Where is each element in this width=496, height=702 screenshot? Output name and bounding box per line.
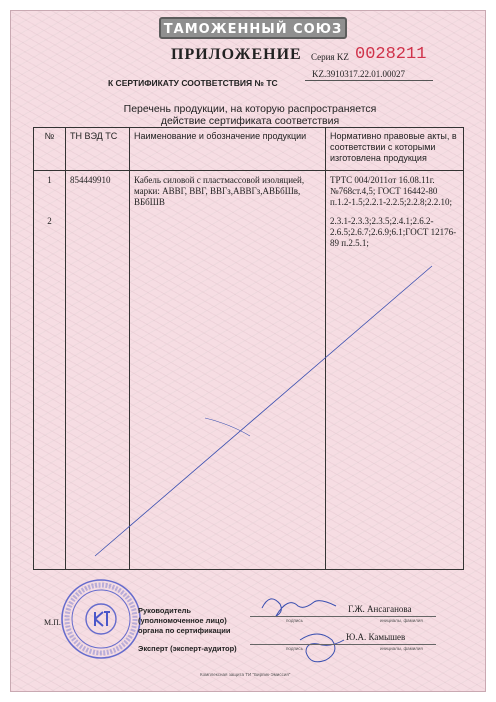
row-norm: ТРТС 004/2011от 16.08.11г.№768ст.4,5; ГОСТ 16442-80 п.1.2-1.5;2.2.1-2.2.5;2.2.8;2.2.10;	[326, 171, 464, 211]
series-label: Серия KZ	[311, 52, 349, 62]
head-of-certification-body-label: Руководитель (уполномоченное лицо) органа по сертификации	[138, 606, 231, 635]
appendix-to-label: К СЕРТИФИКАТУ СООТВЕТСТВИЯ № ТС	[108, 78, 278, 88]
row-norm: 2.3.1-2.3.3;2.3.5;2.4.1;2.6.2-2.6.5;2.6.7;2.6.9;6.1;ГОСТ 12176-89 п.2.5.1;	[326, 210, 464, 251]
stamp-place-label: М.П.	[44, 618, 61, 627]
expert-name-line	[336, 644, 436, 645]
column-header-name: Наименование и обозначение продукции	[130, 128, 326, 171]
series-number: 0028211	[355, 45, 427, 64]
initials-caption: инициалы, фамилия	[380, 646, 423, 651]
column-header-code: ТН ВЭД ТС	[66, 128, 130, 171]
signature-caption: подпись	[286, 646, 304, 651]
customs-union-banner: ТАМОЖЕННЫЙ СОЮЗ	[159, 17, 347, 39]
row-num: 2	[34, 210, 66, 251]
certificate-number: KZ.3910317.22.01.00027	[312, 69, 405, 79]
table-row	[34, 171, 464, 211]
row-name	[130, 210, 326, 251]
row-num: 1	[34, 171, 66, 211]
expert-label: Эксперт (эксперт-аудитор)	[138, 644, 237, 653]
row-code	[66, 210, 130, 251]
table-empty-space	[34, 251, 464, 570]
certificate-number-underline	[305, 80, 433, 81]
column-header-norm: Нормативно правовые акты, в соответствии с которыми изготовлена продукция	[326, 128, 464, 171]
handwritten-signatures	[240, 588, 360, 668]
product-list-heading: Перечень продукции, на которую распространяется действие сертификата соответствия	[123, 103, 377, 127]
table-header-row	[34, 128, 464, 171]
product-table	[33, 127, 464, 570]
table-row	[34, 210, 464, 251]
head-name: Г.Ж. Ансаганова	[348, 604, 412, 614]
document-title: ПРИЛОЖЕНИЕ	[171, 46, 302, 63]
certification-body-stamp	[60, 578, 142, 660]
expert-signature-line	[250, 644, 340, 645]
column-header-num: №	[34, 128, 66, 171]
signature-caption: подпись	[286, 618, 304, 623]
initials-caption: инициалы, фамилия	[380, 618, 423, 623]
row-code: 854449910	[66, 171, 130, 211]
head-name-line	[336, 616, 436, 617]
row-name: Кабель силовой с пластмассовой изоляцией, марки: АВВГ, ВВГ, ВВГз,АВВГз,АВБбШв, ВБбШВ	[130, 171, 326, 211]
security-printing-footer: Комплексная защита ТИ "Бирлик-Эмиссия"	[200, 672, 291, 677]
head-signature-line	[250, 616, 340, 617]
expert-name: Ю.А. Камышев	[346, 632, 406, 642]
